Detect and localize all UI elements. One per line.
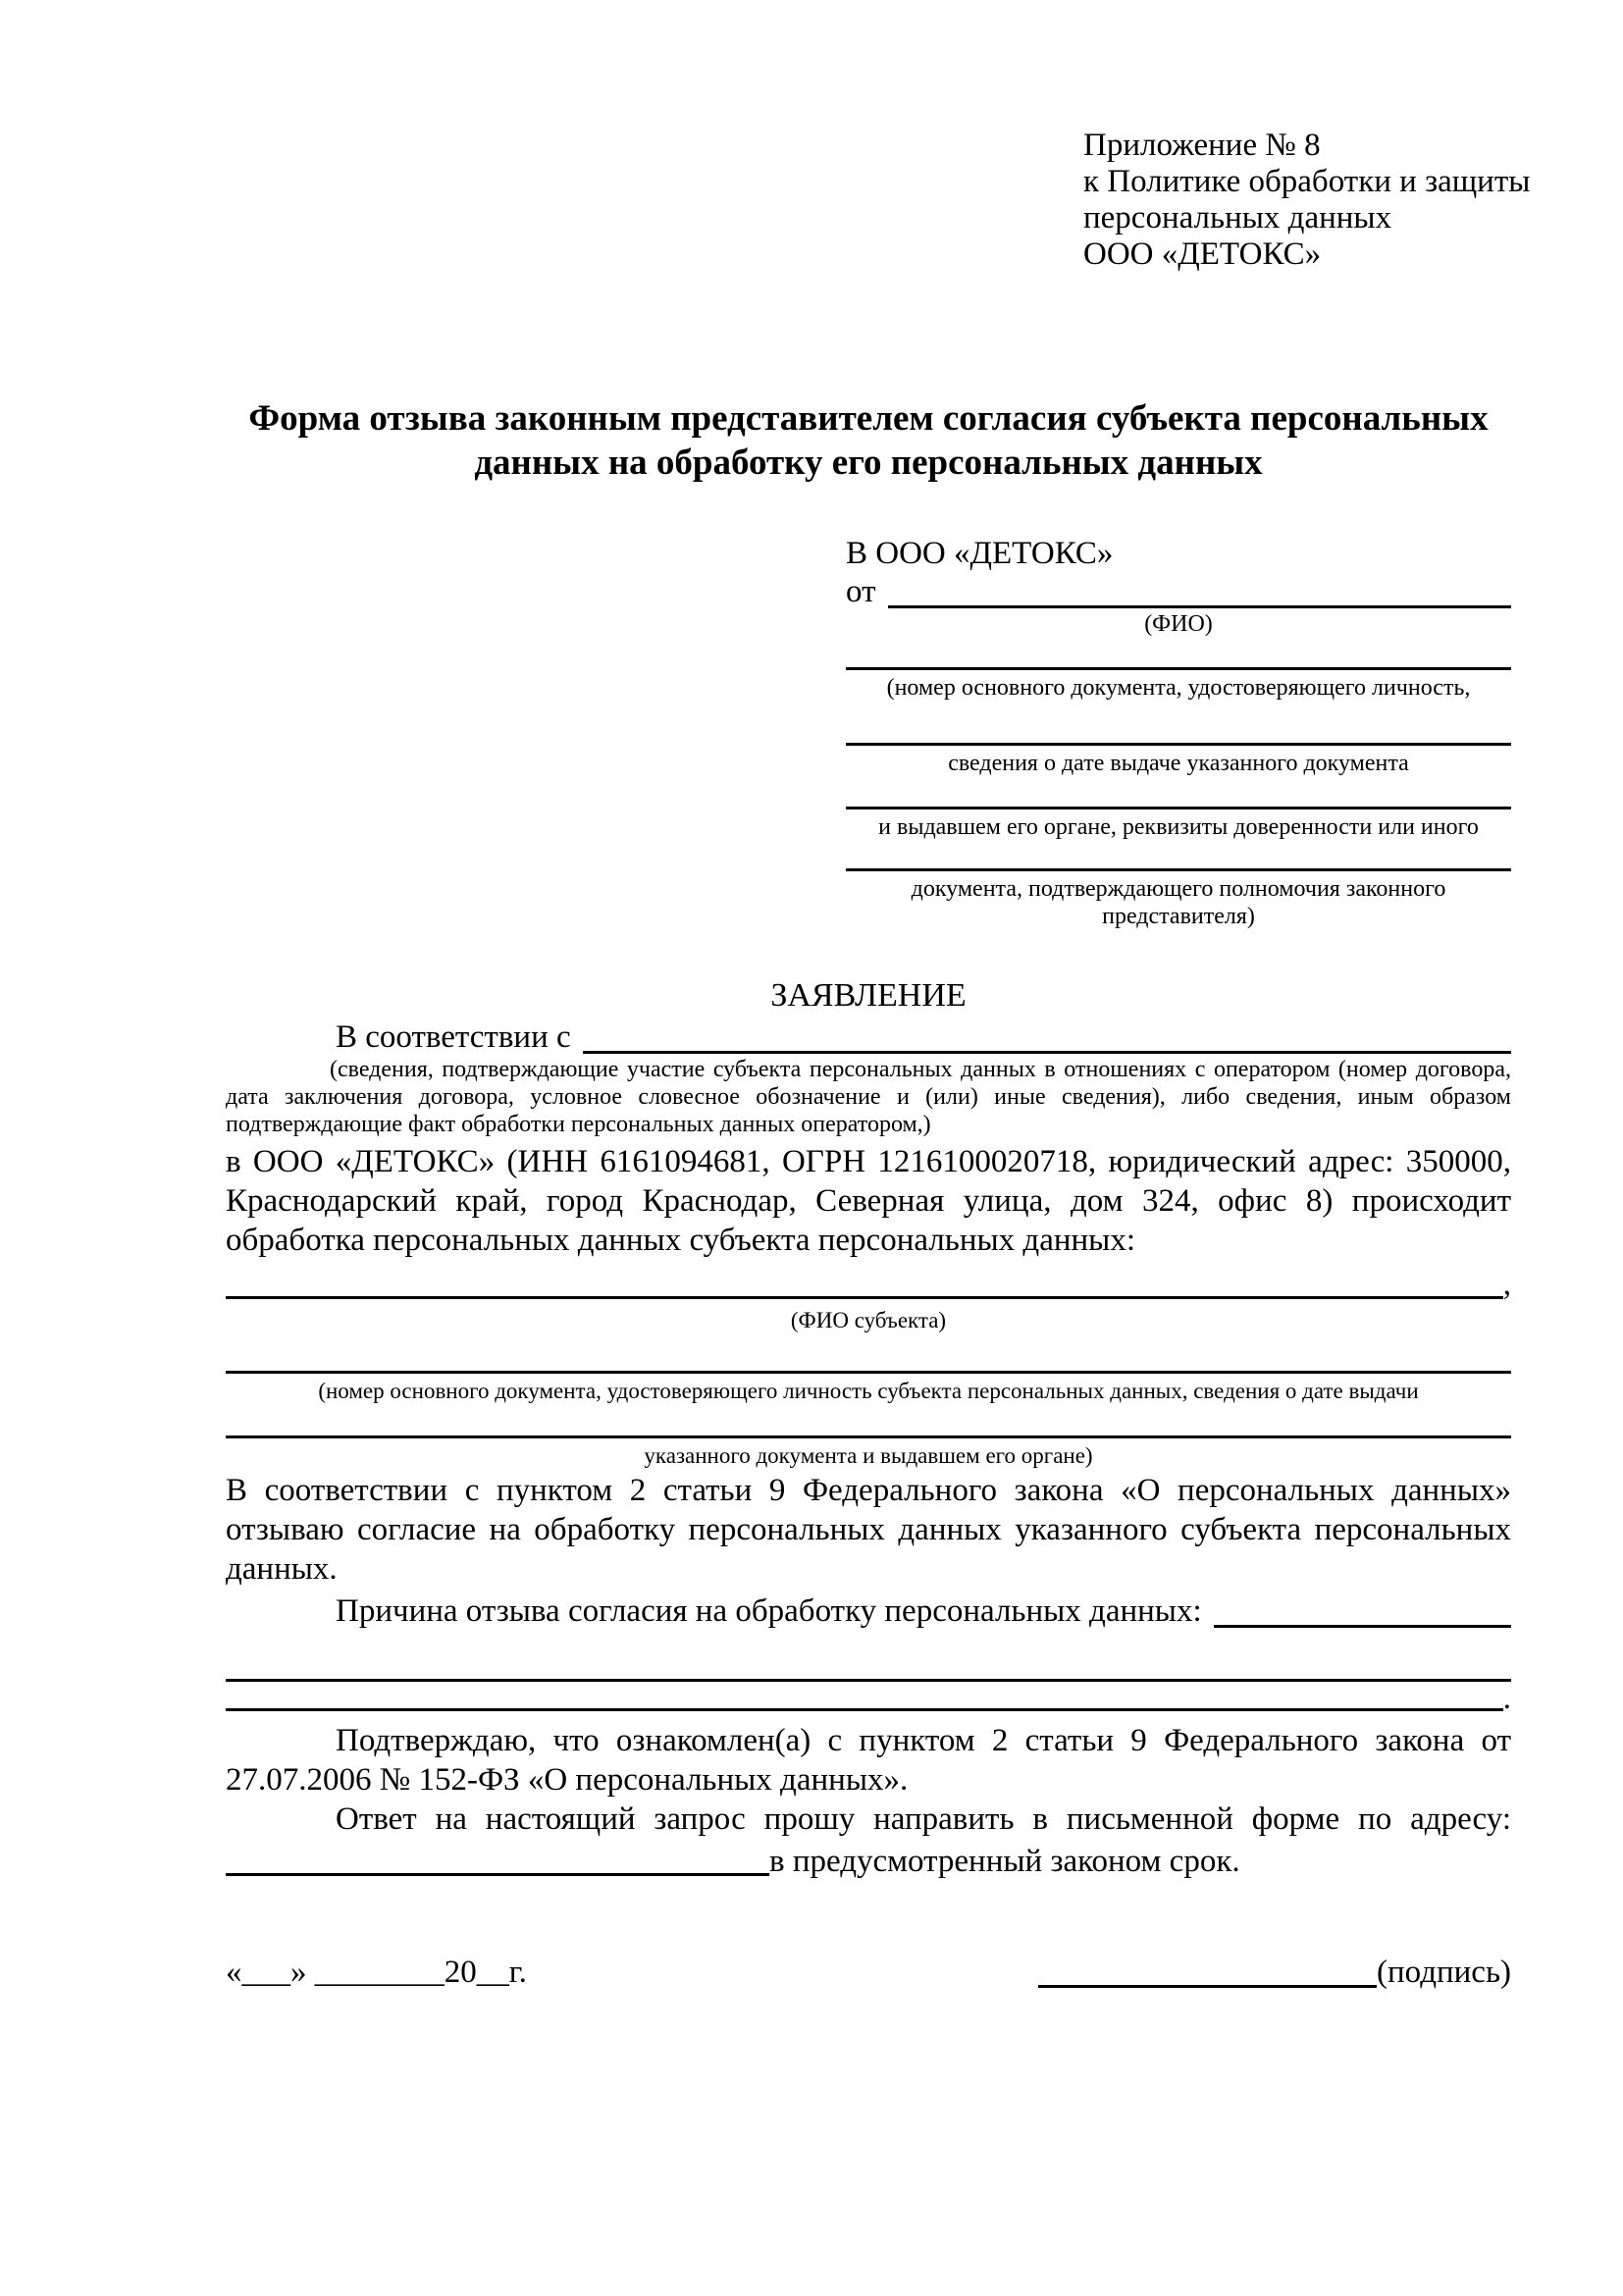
doc-issue-date-blank-line	[846, 743, 1511, 746]
appendix-header-line: Приложение № 8	[1083, 128, 1321, 163]
fio-blank-line	[888, 605, 1512, 608]
doc-powers-blank-line	[846, 868, 1511, 871]
statement-heading: ЗАЯВЛЕНИЕ	[770, 977, 967, 1014]
appendix-header-line: персональных данных	[1083, 200, 1392, 235]
doc-number-caption: (номер основного документа, удостоверяющего личность,	[886, 675, 1471, 701]
reason-blank-row-3	[226, 1682, 1511, 1717]
signature-caption: (подпись)	[1377, 1955, 1511, 1990]
doc-issue-date-caption: сведения о дате выдаче указанного документа	[948, 751, 1409, 776]
reason-label: Причина отзыва согласия на обработку персональных данных:	[336, 1593, 1202, 1629]
doc-authority-caption: и выдавшем его органе, реквизиты доверенности или иного	[878, 814, 1479, 840]
signature-blank-line	[1038, 1985, 1377, 1988]
reason-blank-line-3	[226, 1708, 1503, 1711]
from-row	[846, 573, 1511, 610]
footer-row	[226, 1953, 1511, 1992]
subject-doc-caption-1: (номер основного документа, удостоверяющего личность субъекта персональных данных, сведения о дате выдачи	[318, 1379, 1419, 1403]
reply-tail-text: в предусмотренный законом срок.	[769, 1844, 1240, 1879]
fio-caption: (ФИО)	[1144, 611, 1213, 637]
document-title: Форма отзыва законным представителем согласия субъекта персональных данных на обработку его персональных данных	[248, 398, 1489, 483]
reply-address-blank-line	[226, 1873, 769, 1876]
reply-address-row	[226, 1839, 1511, 1880]
subject-doc-caption-2: указанного документа и выдавшем его органе)	[644, 1443, 1093, 1468]
intro-caption: (сведения, подтверждающие участие субъекта персональных данных в отношениях с оператором (номер договора, дата заключения договора, условное словесное обозначение и (или) иные сведения), либо сведения, иным образом подтверждающие факт обработки персональных данных оператором,)	[226, 1057, 1511, 1137]
signature-group	[1038, 1953, 1511, 1992]
intro-label: В соответствии с	[336, 1019, 571, 1055]
intro-row	[226, 1017, 1511, 1056]
operator-paragraph: в ООО «ДЕТОКС» (ИНН 6161094681, ОГРН 1216100020718, юридический адрес: 350000, Краснодарский край, город Краснодар, Северная улица, дом 324, офис 8) происходит обработка персональных данных субъекта персональных данных:	[226, 1144, 1511, 1258]
addressee-organization: В ООО «ДЕТОКС»	[846, 536, 1114, 571]
doc-authority-blank-line	[846, 807, 1511, 809]
from-label: от	[846, 574, 876, 609]
withdraw-paragraph: В соответствии с пунктом 2 статьи 9 Федерального закона «О персональных данных» отзываю согласие на обработку персональных данных указанного субъекта персональных данных.	[226, 1473, 1511, 1587]
reason-row	[226, 1589, 1511, 1630]
subject-fio-caption: (ФИО субъекта)	[790, 1308, 947, 1332]
date-line: «___» ________20__г.	[226, 1955, 527, 1990]
addressee-block	[846, 534, 1511, 930]
confirm-paragraph: Подтверждаю, что ознакомлен(а) с пунктом 2 статьи 9 Федерального закона от 27.07.2006 № 152-ФЗ «О персональных данных».	[226, 1723, 1511, 1798]
subject-doc-blank-line	[226, 1371, 1511, 1374]
subject-fio-blank-line	[226, 1296, 1503, 1299]
appendix-header-line: к Политике обработки и защиты	[1083, 164, 1531, 199]
subject-doc-blank-line-2	[226, 1435, 1511, 1438]
subject-line-comma: ,	[1502, 1267, 1511, 1302]
appendix-header	[1083, 128, 1531, 273]
doc-powers-caption: документа, подтверждающего полномочия законного представителя)	[911, 876, 1446, 929]
reply-paragraph: Ответ на настоящий запрос прошу направить в письменной форме по адресу:	[336, 1801, 1511, 1837]
reason-line-period: .	[1502, 1681, 1511, 1716]
appendix-header-line: ООО «ДЕТОКС»	[1083, 236, 1322, 272]
subject-fio-row	[226, 1267, 1511, 1303]
intro-blank-line	[583, 1051, 1511, 1054]
reason-blank-line-1	[1214, 1625, 1511, 1628]
doc-number-blank-line	[846, 667, 1511, 670]
